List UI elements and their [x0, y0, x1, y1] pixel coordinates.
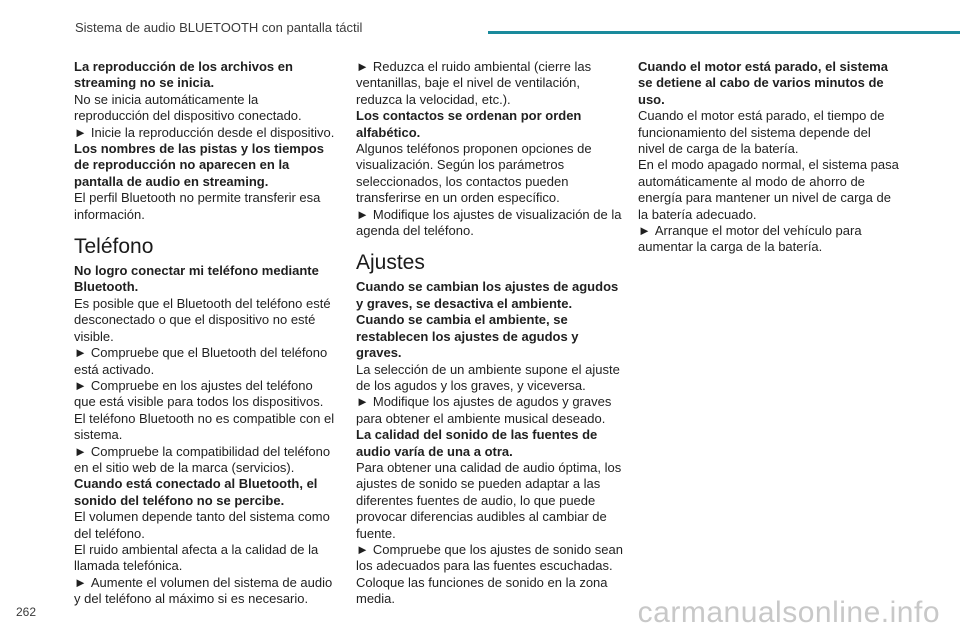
body-paragraph: El teléfono Bluetooth no es compatible con el sistema. — [74, 410, 335, 443]
body-paragraph: Es posible que el Bluetooth del teléfono esté desconectado o que el dispositivo no esté visible. — [74, 295, 331, 344]
text-column-2 — [356, 59, 624, 608]
problem-statement: Cuando se cambia el ambiente, se restablecen los ajustes de agudos y graves. — [356, 312, 579, 361]
body-paragraph: En el modo apagado normal, el sistema pasa automáticamente al modo de ahorro de energía para mantener un nivel de carga de la batería adecuado. — [638, 157, 899, 222]
instruction-item — [74, 444, 336, 477]
arrow-bullet-icon: ► — [74, 124, 87, 140]
instruction-item — [356, 394, 624, 427]
arrow-bullet-icon: ► — [74, 345, 87, 361]
page-number: 262 — [16, 605, 37, 619]
arrow-bullet-icon: ► — [356, 541, 369, 557]
body-paragraph: Para obtener una calidad de audio óptima, los ajustes de sonido se pueden adaptar a las diferentes fuentes de audio, lo que puede provocar diferencias audibles al cambiar de fuente. — [356, 459, 622, 541]
body-paragraph: No se inicia automáticamente la reproducción del dispositivo conectado. — [74, 91, 302, 124]
problem-statement: La calidad del sonido de las fuentes de audio varía de una a otra. — [356, 427, 598, 459]
problem-statement: Los nombres de las pistas y los tiempos de reproducción no aparecen en la pantalla de audio en streaming. — [74, 141, 324, 189]
running-header-title: Sistema de audio BLUETOOTH con pantalla táctil — [75, 20, 363, 35]
instruction-text: Compruebe que el Bluetooth del teléfono está activado. — [74, 345, 328, 377]
instruction-item — [74, 378, 336, 411]
body-paragraph: Algunos teléfonos proponen opciones de visualización. Según los parámetros seleccionados, los contactos pueden transferirse en un orden específico. — [356, 141, 592, 206]
text-column-3 — [638, 59, 900, 256]
instruction-item — [356, 542, 624, 608]
arrow-bullet-icon: ► — [638, 223, 651, 239]
body-paragraph: El perfil Bluetooth no permite transferir esa información. — [74, 190, 321, 222]
instruction-item — [74, 125, 336, 141]
arrow-bullet-icon: ► — [356, 59, 369, 74]
arrow-bullet-icon: ► — [356, 394, 369, 410]
instruction-text: Arranque el motor del vehículo para aumentar la carga de la batería. — [638, 223, 862, 255]
instruction-text: Compruebe en los ajustes del teléfono que está visible para todos los dispositivos. — [74, 377, 324, 410]
arrow-bullet-icon: ► — [356, 206, 369, 222]
arrow-bullet-icon: ► — [74, 574, 87, 590]
instruction-text: Modifique los ajustes de agudos y graves para obtener el ambiente musical deseado. — [356, 394, 612, 426]
header-accent-bar — [488, 31, 960, 34]
body-paragraph: El ruido ambiental afecta a la calidad de la llamada telefónica. — [74, 541, 319, 574]
instruction-text: Reduzca el ruido ambiental (cierre las ventanillas, baje el nivel de ventilación, reduzca la velocidad, etc.). — [356, 59, 592, 107]
problem-statement: Cuando se cambian los ajustes de agudos y graves, se desactiva el ambiente. — [356, 279, 619, 311]
watermark-logo: carmanualsonline.info — [637, 596, 940, 629]
problem-statement: La reproducción de los archivos en streaming no se inicia. — [74, 59, 293, 91]
text-column-1 — [74, 59, 336, 608]
instruction-text: Compruebe que los ajustes de sonido sean los adecuados para las fuentes escuchadas. Coloque las funciones de sonido en la zona media. — [356, 541, 623, 607]
instruction-item — [74, 345, 336, 378]
instruction-item — [638, 223, 900, 256]
instruction-item — [356, 207, 624, 240]
problem-statement: Cuando el motor está parado, el sistema se detiene al cabo de varios minutos de uso. — [638, 59, 888, 107]
instruction-text: Aumente el volumen del sistema de audio y del teléfono al máximo si es necesario. — [74, 574, 333, 607]
section-heading: Ajustes — [356, 251, 425, 275]
instruction-item — [356, 59, 624, 108]
body-paragraph: Cuando el motor está parado, el tiempo de funcionamiento del sistema depende del nivel de carga de la batería. — [638, 108, 885, 157]
problem-statement: Cuando está conectado al Bluetooth, el sonido del teléfono no se percibe. — [74, 476, 318, 508]
instruction-text: Modifique los ajustes de visualización de la agenda del teléfono. — [356, 206, 622, 239]
body-paragraph: El volumen depende tanto del sistema como del teléfono. — [74, 509, 330, 541]
section-heading: Teléfono — [74, 235, 154, 259]
arrow-bullet-icon: ► — [74, 443, 87, 459]
problem-statement: Los contactos se ordenan por orden alfabético. — [356, 108, 582, 140]
instruction-item — [74, 575, 336, 608]
instruction-text: Compruebe la compatibilidad del teléfono en el sitio web de la marca (servicios). — [74, 443, 331, 475]
problem-statement: No logro conectar mi teléfono mediante Bluetooth. — [74, 263, 319, 295]
arrow-bullet-icon: ► — [74, 377, 87, 393]
body-paragraph: La selección de un ambiente supone el ajuste de los agudos y los graves, y viceversa. — [356, 361, 620, 393]
instruction-text: Inicie la reproducción desde el dispositivo. — [90, 124, 335, 140]
